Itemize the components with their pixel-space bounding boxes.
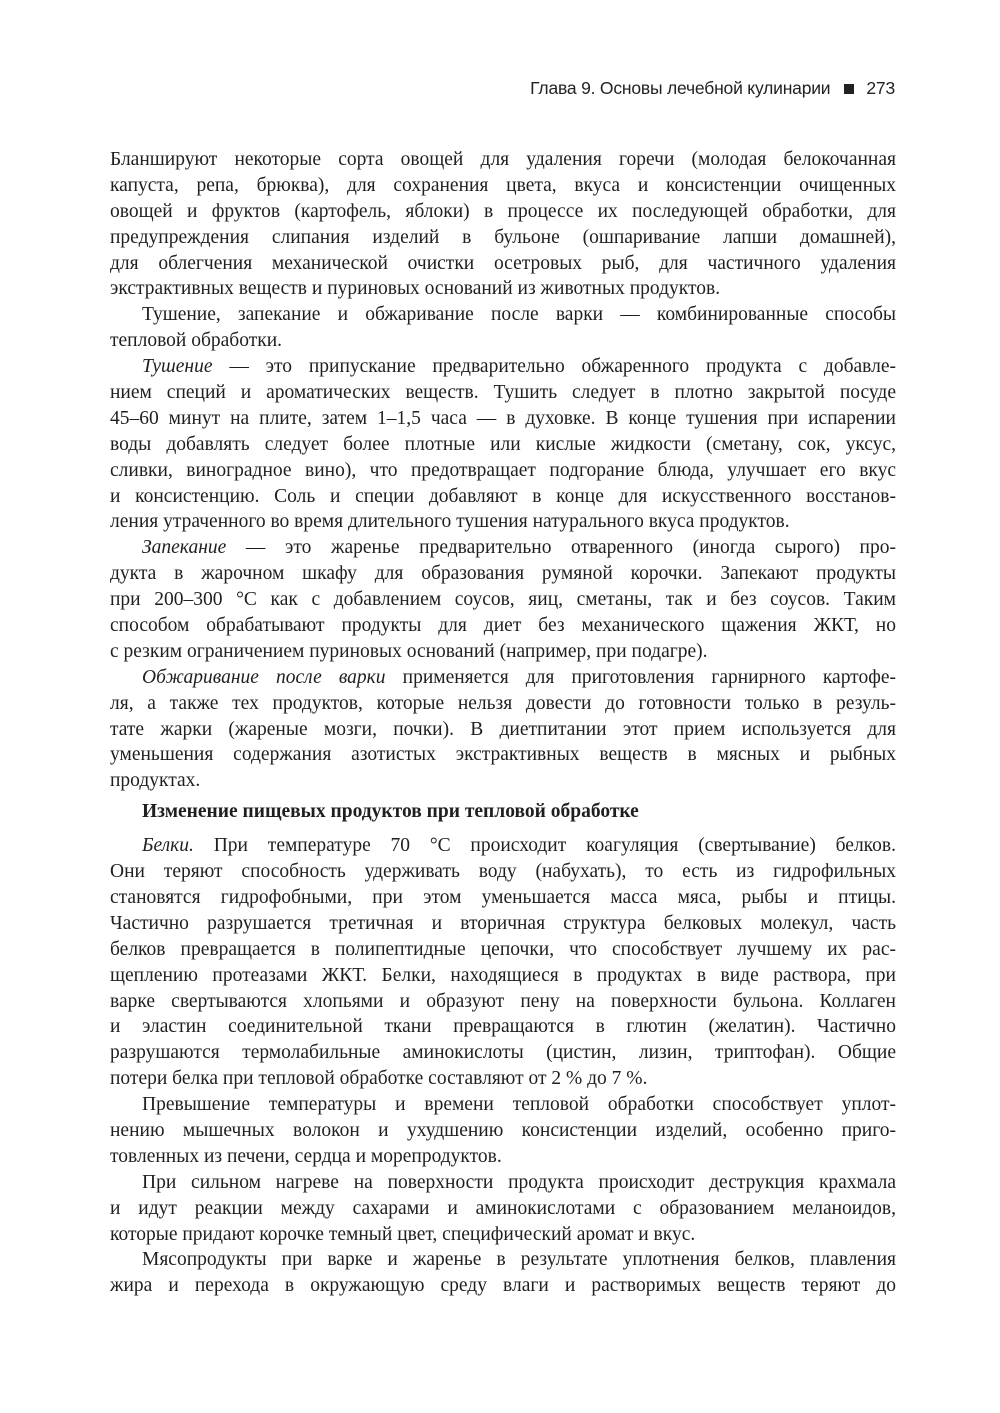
line-text: — это припускание предварительно обжаренного продукта с добавле- [212, 356, 896, 378]
line-text: для облегчения механической очистки осетровых рыб, для частичного удаления [110, 252, 896, 274]
line-text: предупреждения слипания изделий в бульоне (ошпаривание лапши домашней), [110, 226, 896, 248]
text-line [110, 885, 896, 911]
line-text: щеплению протеазами ЖКТ. Белки, находящиеся в продуктах в виде раствора, при [110, 964, 896, 986]
text-line [110, 432, 896, 458]
text-line [110, 484, 896, 510]
paragraph [110, 1092, 896, 1170]
line-text: варке свертываются хлопьями и образуют пену на поверхности бульона. Коллаген [110, 990, 896, 1012]
text-line [110, 717, 896, 743]
line-text: применяется для приготовления гарнирного картофе- [385, 666, 896, 688]
line-text: ля, а также тех продуктов, которые нельзя довести до готовности только в резуль- [110, 692, 896, 714]
line-text: разрушаются термолабильные аминокислоты (цистин, лизин, триптофан). Общие [110, 1042, 896, 1064]
line-text: 45–60 минут на плите, затем 1–1,5 часа — в духовке. В конце тушения при испарении [110, 407, 896, 429]
line-text: с резким ограничением пуриновых оснований (например, при подагре). [110, 640, 708, 662]
text-line [110, 768, 896, 794]
line-text: Мясопродукты при варке и жаренье в результате уплотнения белков, плавления [142, 1249, 896, 1271]
text-line [110, 1014, 896, 1040]
line-text: нению мышечных волокон и ухудшению консистенции изделий, особенно приго- [110, 1119, 896, 1141]
line-text: При сильном нагреве на поверхности продукта происходит деструкция крахмала [142, 1171, 896, 1193]
text-line [110, 1066, 896, 1092]
text-line [110, 328, 896, 354]
running-head [530, 78, 895, 99]
text-line [110, 1247, 896, 1273]
paragraph [110, 1170, 896, 1248]
paragraph [110, 665, 896, 794]
line-text: становятся гидрофобными, при этом уменьшается масса мяса, рыбы и птицы. [110, 886, 896, 908]
text-line [110, 963, 896, 989]
line-text: — это жаренье предварительно отваренного (иногда сырого) про- [226, 537, 896, 559]
text-line [110, 613, 896, 639]
paragraph [110, 1247, 896, 1299]
italic-term: Запекание [142, 537, 227, 559]
line-text: товленных из печени, сердца и морепродуктов. [110, 1145, 502, 1167]
italic-term: Тушение [142, 356, 213, 378]
line-text: Тушение, запекание и обжаривание после варки — комбинированные способы [142, 304, 896, 326]
line-text: продуктах. [110, 770, 201, 792]
line-text: тате жарки (жареные мозги, почки). В диетпитании этот прием используется для [110, 718, 896, 740]
text-line [110, 251, 896, 277]
text-line [110, 173, 896, 199]
line-text: потери белка при тепловой обработке составляют от 2 % до 7 %. [110, 1068, 648, 1090]
italic-term: Белки. [142, 835, 194, 857]
text-line [110, 406, 896, 432]
text-line [110, 458, 896, 484]
text-line [110, 535, 896, 561]
chapter-title: Глава 9. Основы лечебной кулинарии [530, 78, 831, 98]
line-text: Бланшируют некоторые сорта овощей для удаления горечи (молодая белокочанная [110, 149, 896, 170]
text-line [110, 859, 896, 885]
line-text: при 200–300 °С как с добавлением соусов, яиц, сметаны, так и без соусов. Таким [110, 589, 896, 611]
paragraph [110, 535, 896, 664]
section-heading: Изменение пищевых продуктов при тепловой обработке [142, 801, 639, 823]
line-text: и эластин соединительной ткани превращаются в глютин (желатин). Частично [110, 1016, 896, 1038]
text-line [110, 1040, 896, 1066]
line-text: тепловой обработки. [110, 330, 283, 352]
line-text: жира и перехода в окружающую среду влаги и растворимых веществ теряют до [110, 1275, 896, 1297]
paragraph [110, 354, 896, 535]
text-line [110, 1222, 896, 1248]
line-text: сливки, виноградное вино), что предотвращает подгорание блюда, улучшает его вкус [110, 459, 896, 481]
line-text: белков превращается в полипептидные цепочки, что способствует лучшему их рас- [110, 938, 896, 960]
text-line [110, 833, 896, 859]
text-line [110, 1092, 896, 1118]
text-line [110, 354, 896, 380]
text-line [110, 199, 896, 225]
text-line [110, 380, 896, 406]
text-line [110, 911, 896, 937]
text-line [110, 691, 896, 717]
line-text: экстрактивных веществ и пуриновых оснований из животных продуктов. [110, 278, 721, 300]
text-line [110, 1118, 896, 1144]
text-line [110, 302, 896, 328]
line-text: овощей и фруктов (картофель, яблоки) в процессе их последующей обработки, для [110, 200, 896, 222]
text-line [110, 989, 896, 1015]
text-line [110, 1196, 896, 1222]
text-line [110, 509, 896, 535]
text-line [110, 561, 896, 587]
page-number: 273 [866, 78, 895, 98]
line-text: и консистенцию. Соль и специи добавляют в конце для искусственного восстанов- [110, 485, 896, 507]
line-text: уменьшения содержания азотистых экстрактивных веществ в мясных и рыбных [110, 744, 896, 766]
line-text: способом обрабатывают продукты для диет без механического щажения ЖКТ, но [110, 615, 896, 637]
line-text: Превышение температуры и времени тепловой обработки способствует уплот- [142, 1094, 896, 1116]
text-line [110, 665, 896, 691]
text-line [110, 225, 896, 251]
square-bullet-icon [844, 84, 854, 94]
paragraph [110, 147, 896, 302]
line-text: ления утраченного во время длительного тушения натурального вкуса продуктов. [110, 511, 790, 533]
line-text: Частично разрушается третичная и вторичная структура белковых молекул, часть [110, 912, 896, 934]
line-text: капуста, репа, брюква), для сохранения цвета, вкуса и консистенции очищенных [110, 174, 896, 196]
text-line [110, 639, 896, 665]
line-text: и идут реакции между сахарами и аминокислотами с образованием меланоидов, [110, 1197, 896, 1219]
italic-term: Обжаривание после варки [142, 666, 386, 688]
line-text: воды добавлять следует более плотные или кислые жидкости (сметану, сок, уксус, [110, 433, 896, 455]
line-text: которые придают корочке темный цвет, специфический аромат и вкус. [110, 1223, 696, 1245]
text-line [110, 1273, 896, 1299]
line-text: дукта в жарочном шкафу для образования румяной корочки. Запекают продукты [110, 563, 896, 585]
text-line [110, 147, 896, 173]
paragraph [110, 833, 896, 1092]
line-text: нием специй и ароматических веществ. Тушить следует в плотно закрытой посуде [110, 382, 896, 404]
text-line [110, 1170, 896, 1196]
text-line [110, 587, 896, 613]
text-line [110, 1144, 896, 1170]
line-text: При температуре 70 °С происходит коагуляция (свертывание) белков. [193, 835, 896, 857]
text-line [110, 937, 896, 963]
paragraph [110, 302, 896, 354]
line-text: Они теряют способность удерживать воду (набухать), то есть из гидрофильных [110, 861, 896, 883]
text-line [110, 276, 896, 302]
text-line [110, 742, 896, 768]
body-text [110, 147, 896, 1299]
